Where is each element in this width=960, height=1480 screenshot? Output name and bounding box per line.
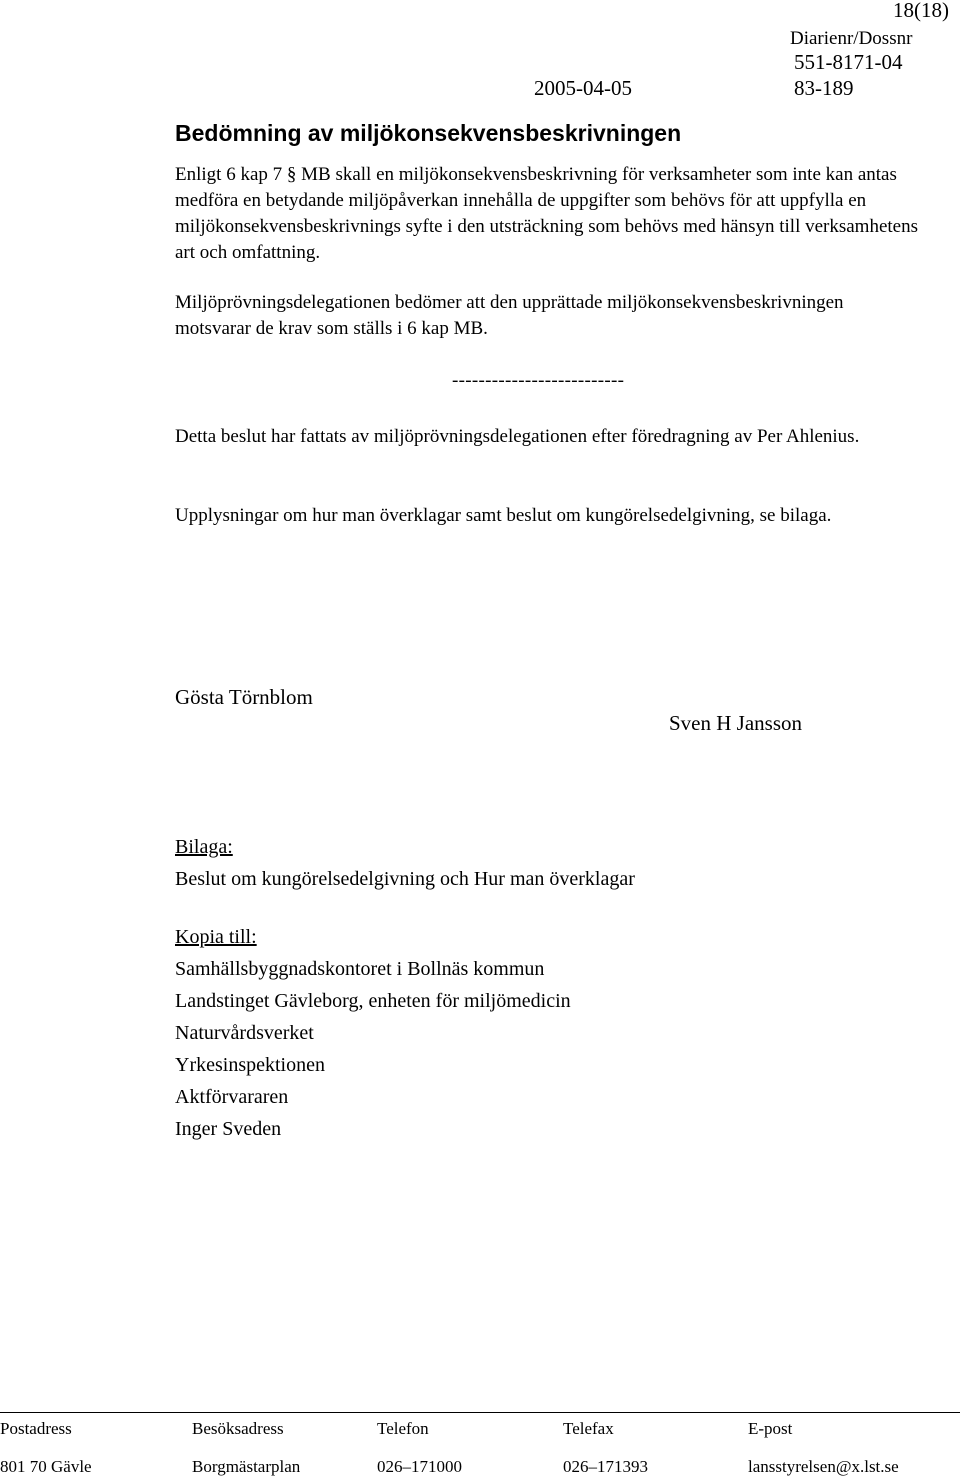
section-heading: Bedömning av miljökonsekvensbeskrivningen bbox=[175, 120, 682, 146]
paragraph-decision-note: Detta beslut har fattats av miljöprövningsdelegationen efter föredragning av Per Ahlenius. bbox=[175, 426, 860, 447]
diarienr-label: Diarienr/Dossnr bbox=[790, 28, 913, 49]
paragraph-legal-basis: Enligt 6 kap 7 § MB skall en miljökonsekvensbeskrivning för verksamheter som inte kan antas medföra en betydande miljöpåverkan innehålla de uppgifter som behövs för att uppfylla en miljökonsekvensbeskrivnings syfte i den utsträckning som behövs med hänsyn till verksamhetens art och omfattning. bbox=[175, 164, 919, 263]
paragraph-appeal-info: Upplysningar om hur man överklagar samt beslut om kungörelsedelgivning, se bilaga. bbox=[175, 505, 832, 526]
footer-postadress-value: 801 70 Gävle bbox=[0, 1457, 92, 1476]
copy-recipient: Yrkesinspektionen bbox=[175, 1054, 325, 1076]
copy-recipient: Inger Sveden bbox=[175, 1118, 282, 1140]
footer-telefax-value: 026–171393 bbox=[563, 1457, 648, 1476]
separator-line: -------------------------- bbox=[452, 370, 625, 391]
kopia-label: Kopia till: bbox=[175, 926, 257, 948]
copy-recipient: Landstinget Gävleborg, enheten för miljömedicin bbox=[175, 990, 571, 1012]
paragraph-assessment: Miljöprövningsdelegationen bedömer att den upprättade miljökonsekvensbeskrivningen motsvarar de krav som ställs i 6 kap MB. bbox=[175, 292, 844, 339]
diarienr-value: 551-8171-04 bbox=[794, 50, 903, 74]
signature-name-2: Sven H Jansson bbox=[669, 711, 803, 735]
footer-postadress-label: Postadress bbox=[0, 1419, 72, 1438]
dossnr-value: 83-189 bbox=[794, 76, 854, 100]
bilaga-label: Bilaga: bbox=[175, 836, 233, 858]
copy-recipient: Naturvårdsverket bbox=[175, 1022, 314, 1044]
footer-besoksadress-value: Borgmästarplan bbox=[192, 1457, 301, 1476]
footer-epost-link[interactable]: lansstyrelsen@x.lst.se bbox=[748, 1457, 899, 1476]
footer-telefon-label: Telefon bbox=[377, 1419, 429, 1438]
footer-besoksadress-label: Besöksadress bbox=[192, 1419, 284, 1438]
copy-recipient: Samhällsbyggnadskontoret i Bollnäs kommun bbox=[175, 958, 545, 980]
page-number: 18(18) bbox=[893, 0, 949, 22]
signature-name-1: Gösta Törnblom bbox=[175, 685, 313, 709]
document-date: 2005-04-05 bbox=[534, 76, 632, 100]
copy-recipient: Aktförvararen bbox=[175, 1086, 289, 1108]
footer-divider bbox=[0, 1412, 960, 1413]
footer-epost-label: E-post bbox=[748, 1419, 793, 1438]
footer-telefon-value: 026–171000 bbox=[377, 1457, 462, 1476]
bilaga-text: Beslut om kungörelsedelgivning och Hur man överklagar bbox=[175, 868, 635, 890]
footer-telefax-label: Telefax bbox=[563, 1419, 614, 1438]
